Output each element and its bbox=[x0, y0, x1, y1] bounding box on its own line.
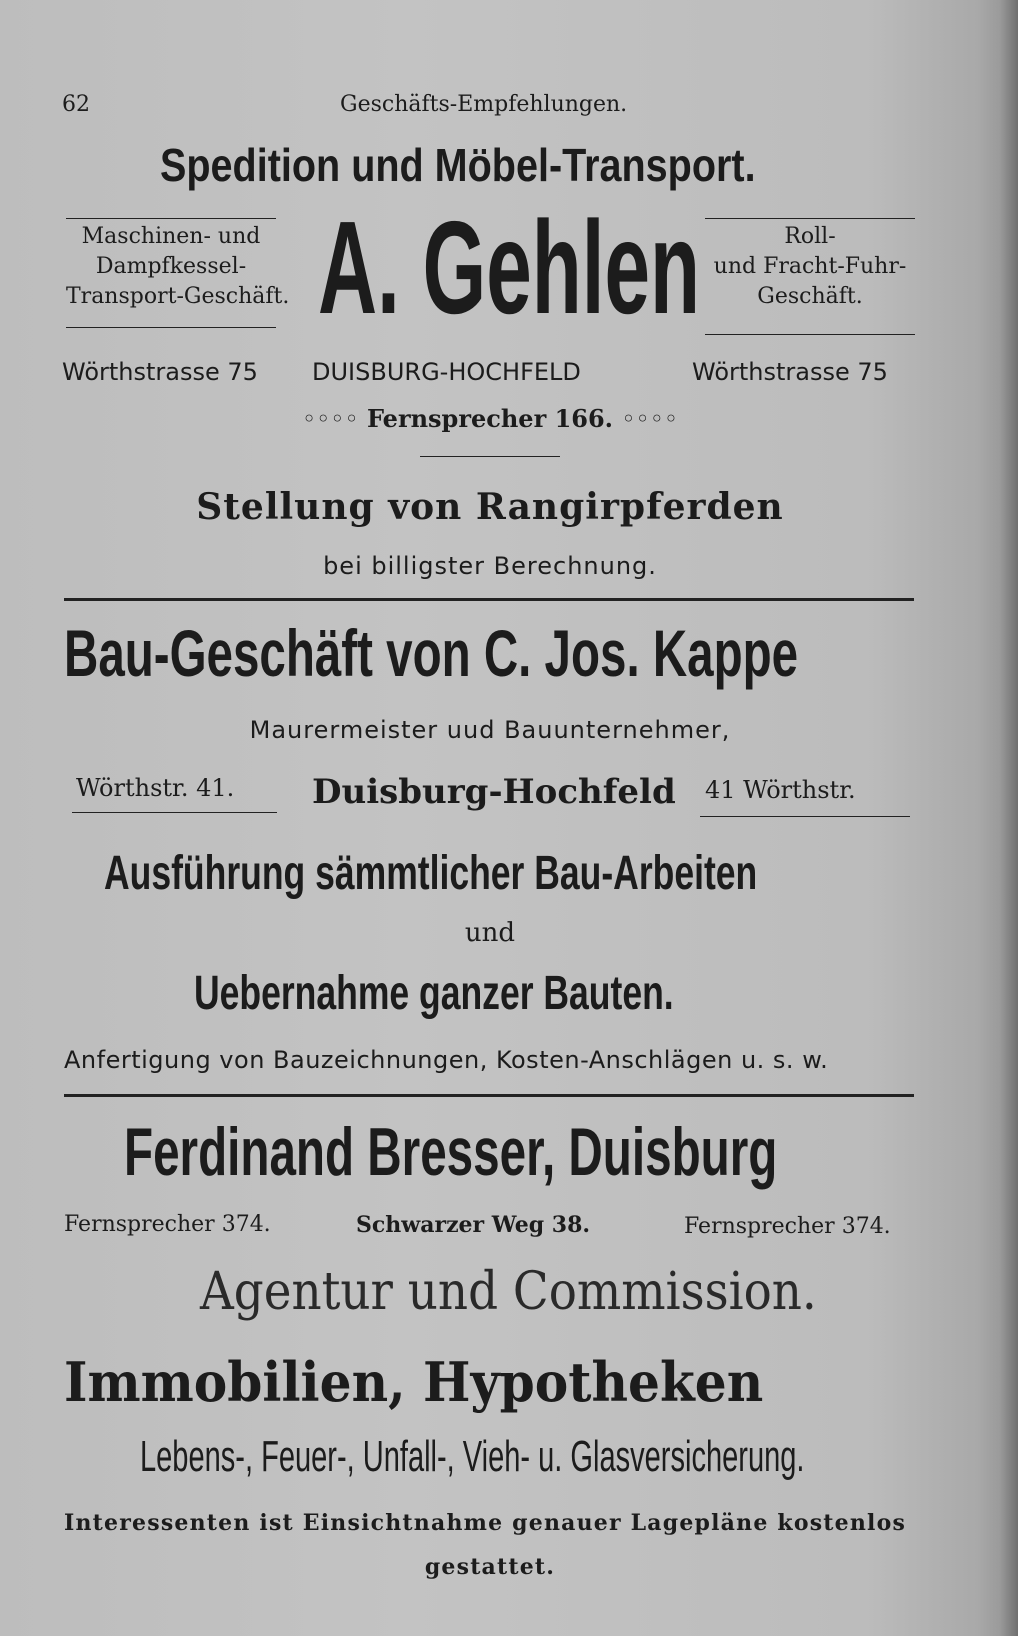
right-box-bottom-rule bbox=[705, 334, 915, 335]
bresser-agency: Agentur und Commission. bbox=[200, 1262, 817, 1322]
gehlen-address-right: Wörthstrasse 75 bbox=[692, 358, 888, 386]
kappe-and: und bbox=[464, 918, 516, 948]
gehlen-name: A. Gehlen bbox=[318, 194, 700, 341]
page-number: 62 bbox=[62, 92, 90, 117]
bresser-note-line-1: Interessenten ist Einsichtnahme genauer Lagepläne kostenlos bbox=[64, 1510, 907, 1536]
kappe-subtitle: Maurermeister uud Bauunternehmer, bbox=[249, 716, 731, 744]
gehlen-phone: ◦◦◦◦ Fernsprecher 166. ◦◦◦◦ bbox=[301, 404, 679, 433]
bresser-phone-right: Fernsprecher 374. bbox=[684, 1214, 891, 1239]
page-edge-shadow bbox=[1000, 0, 1018, 1636]
bresser-insurance: Lebens-, Feuer-, Unfall-, Vieh- u. Glasversicherung. bbox=[140, 1432, 805, 1481]
kappe-city: Duisburg-Hochfeld bbox=[312, 772, 676, 812]
bresser-street: Schwarzer Weg 38. bbox=[356, 1212, 591, 1238]
right-box-top-rule bbox=[705, 218, 915, 219]
bresser-realty: Immobilien, Hypotheken bbox=[64, 1350, 764, 1414]
kappe-right-rule bbox=[700, 816, 910, 817]
kappe-left-rule bbox=[72, 812, 277, 813]
bresser-note-line-2: gestattet. bbox=[424, 1554, 556, 1580]
kappe-address-left: Wörthstr. 41. bbox=[76, 774, 235, 802]
gehlen-right-box bbox=[700, 222, 920, 312]
gehlen-service: Stellung von Rangirpferden bbox=[196, 486, 784, 528]
running-title: Geschäfts-Empfehlungen. bbox=[340, 92, 628, 117]
bresser-name: Ferdinand Bresser, Duisburg bbox=[124, 1114, 778, 1190]
kappe-address-right: 41 Wörthstr. bbox=[705, 776, 856, 804]
left-box-top-rule bbox=[66, 218, 276, 219]
kappe-name: Bau-Geschäft von C. Jos. Kappe bbox=[64, 616, 799, 690]
bresser-phone-left: Fernsprecher 374. bbox=[64, 1212, 271, 1237]
gehlen-address-left: Wörthstrasse 75 bbox=[62, 358, 258, 386]
gehlen-left-box bbox=[66, 222, 290, 312]
left-box-line-2: Dampfkessel- bbox=[95, 254, 247, 279]
left-box-line-3: Transport-Geschäft. bbox=[66, 284, 290, 309]
kappe-line-2: Uebernahme ganzer Bauten. bbox=[194, 967, 674, 1020]
left-box-bottom-rule bbox=[66, 327, 276, 328]
right-box-line-1: Roll- bbox=[784, 224, 836, 249]
gehlen-headline: Spedition und Möbel-Transport. bbox=[160, 139, 756, 191]
right-box-line-3: Geschäft. bbox=[757, 284, 863, 309]
section-divider-1 bbox=[64, 598, 914, 601]
gehlen-city: DUISBURG-HOCHFELD bbox=[312, 358, 581, 386]
gehlen-short-rule bbox=[420, 456, 560, 457]
section-divider-2 bbox=[64, 1094, 914, 1097]
kappe-line-3: Anfertigung von Bauzeichnungen, Kosten-Anschlägen u. s. w. bbox=[64, 1046, 829, 1074]
right-box-line-2: und Fracht-Fuhr- bbox=[713, 254, 907, 279]
left-box-line-1: Maschinen- und bbox=[81, 224, 261, 249]
kappe-line-1: Ausführung sämmtlicher Bau-Arbeiten bbox=[104, 847, 758, 900]
gehlen-service-note: bei billigster Berechnung. bbox=[323, 552, 657, 580]
